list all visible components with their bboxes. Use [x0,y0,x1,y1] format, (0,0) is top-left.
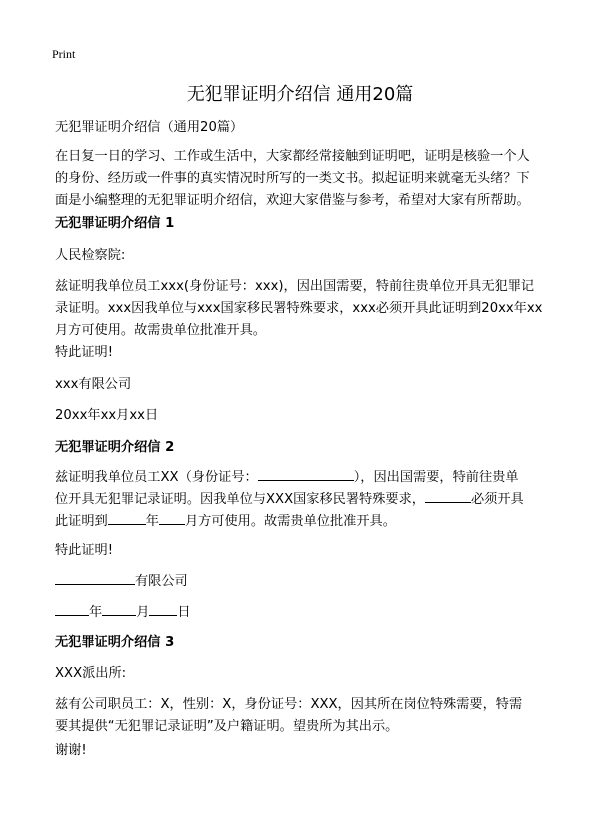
section-1-date: 20xx年xx月xx日 [55,408,159,423]
month-blank [159,512,185,525]
id-number-blank [258,468,354,481]
section-2-heading: 无犯罪证明介绍信 2 [55,440,175,455]
section-2-company-line [55,571,550,593]
section-1-body: 兹证明我单位员工xxx(身份证号：xxx)，因出国需要，特前往贵单位开具无犯罪记 录证明。xxx因我单位与xxx国家移民署特殊要求，xxx必须开具此证明到20xx年xx 月方可使用。故需贵单位批准开具。 [55,279,543,338]
section-3-thanks: 谢谢! [55,743,87,758]
section-2-line-1-start: 兹证明我单位员工XX（身份证号： [55,470,258,485]
date-day-blank [149,603,177,616]
print-label: Print [52,47,76,61]
page-title: 无犯罪证明介绍信 通用20篇 [186,84,414,105]
section-3-heading: 无犯罪证明介绍信 3 [55,635,175,650]
section-2-date-month: 月 [136,605,150,620]
section-2-year-label: 年 [145,514,159,529]
section-2-line-2 [55,489,550,511]
section-1-company: xxx有限公司 [55,377,132,392]
company-blank [55,572,135,585]
section-2-line-3 [55,511,550,533]
section-2-date-day: 日 [177,605,191,620]
name-blank [425,490,471,503]
section-2-company: 有限公司 [135,574,188,589]
section-2-line-2-end: 必须开具 [470,492,524,507]
document-subtitle: 无犯罪证明介绍信（通用20篇） [55,120,244,135]
section-2-line-1-end: ），因出国需要，特前往贵单 [353,470,519,485]
date-year-blank [55,603,89,616]
section-2-date-year: 年 [89,605,103,620]
section-1-recipient: 人民检察院: [55,248,126,263]
section-2-date-line [55,602,550,624]
section-2-line-1 [55,467,550,489]
section-1-closing: 特此证明! [55,345,114,360]
section-1-heading: 无犯罪证明介绍信 1 [55,216,175,231]
section-3-recipient: XXX派出所: [55,666,127,681]
date-month-blank [102,603,136,616]
intro-paragraph: 在日复一日的学习、工作或生活中，大家都经常接触到证明吧，证明是核验一个人 的身份、经历或一件事的真实情况时所写的一类文书。拟起证明来就毫无头绪？下 面是小编整理的无犯罪证明介绍信，欢迎大家借鉴与参考，希望对大家有所帮助。 [55,149,530,208]
section-2-line-2-start: 位开具无犯罪记录证明。因我单位与XXX国家移民署特殊要求， [55,492,425,507]
section-2-closing: 特此证明! [55,543,114,558]
section-2-line-3-start: 此证明到 [55,514,108,529]
section-2-line-3-end: 月方可使用。故需贵单位批准开具。 [184,514,396,529]
section-3-body: 兹有公司职员工：X，性别：X，身份证号：XXX，因其所在岗位特殊需要，特需 要其提供“无犯罪记录证明”及户籍证明。望贵所为其出示。 [55,697,523,734]
year-blank [108,512,146,525]
